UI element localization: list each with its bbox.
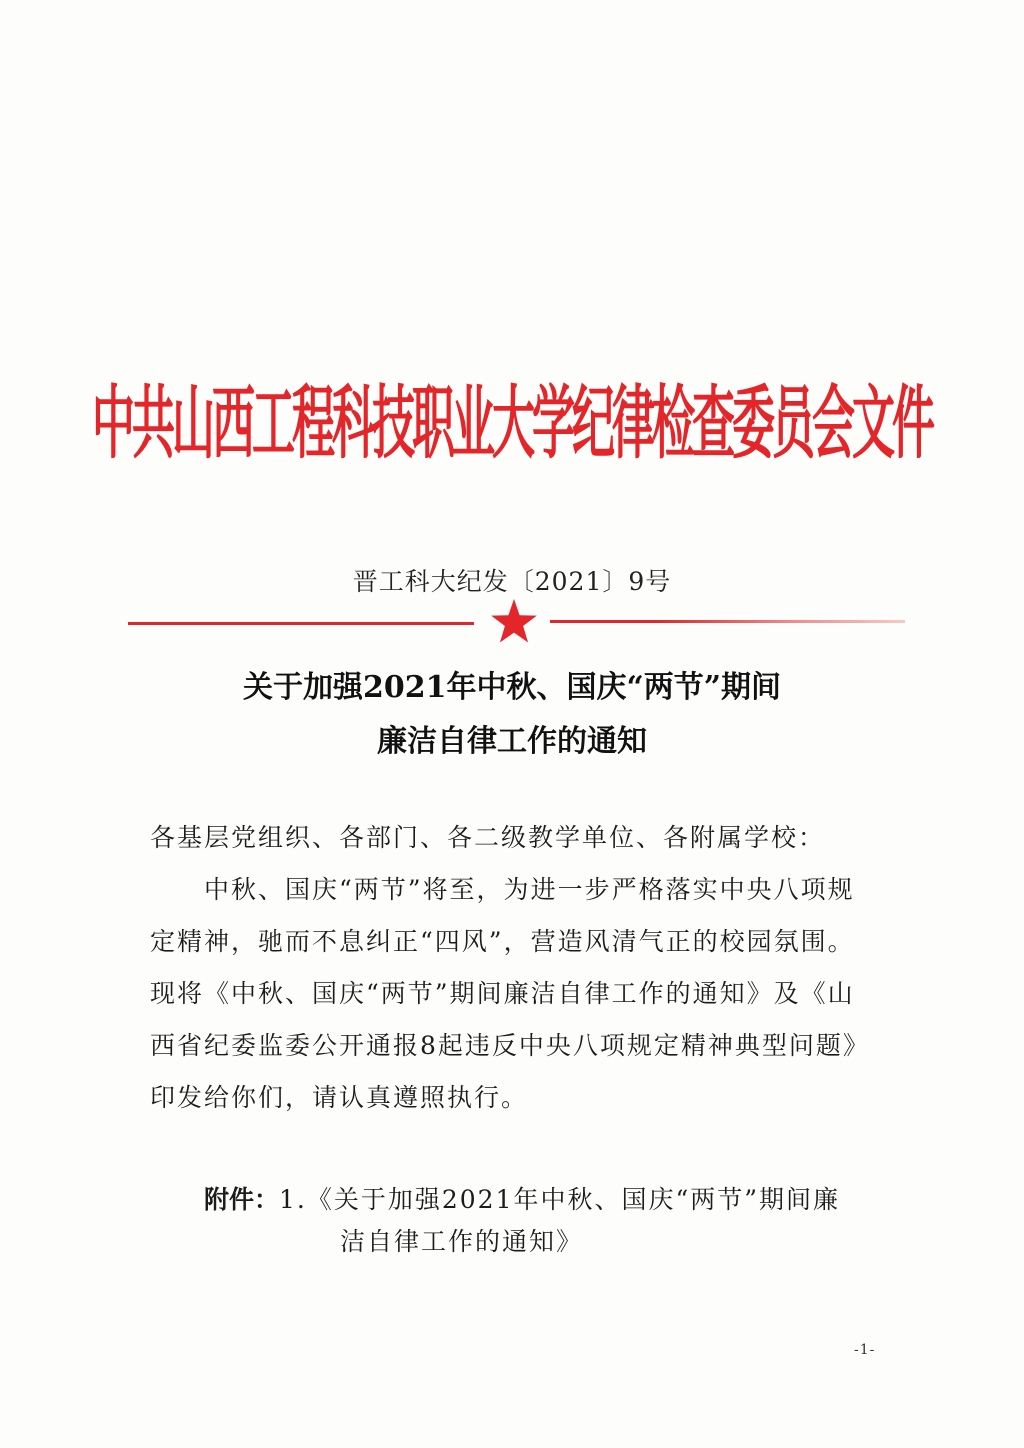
paragraph-line: 西省纪委监委公开通报8起违反中央八项规定精神典型问题》 [150, 1031, 870, 1060]
attachment-line-1 [204, 1180, 840, 1216]
salutation: 各基层党组织、各部门、各二级教学单位、各附属学校： [150, 823, 826, 852]
attachment-line-2: 洁自律工作的通知》 [340, 1227, 584, 1256]
document-number: 晋工科大纪发〔2021〕9号 [352, 567, 672, 596]
paragraph-line: 中秋、国庆“两节”将至，为进一步严格落实中央八项规 [204, 875, 855, 904]
paragraph-line: 现将《中秋、国庆“两节”期间廉洁自律工作的通知》及《山 [150, 979, 855, 1008]
notice-title-line-1: 关于加强2021年中秋、国庆“两节”期间 [242, 670, 781, 705]
paragraph-line: 印发给你们，请认真遵照执行。 [150, 1083, 529, 1112]
attachment-item: 1.《关于加强2021年中秋、国庆“两节”期间廉 [279, 1185, 841, 1214]
red-rule-left [128, 622, 474, 625]
paragraph-line: 定精神，驰而不息纠正“四风”，营造风清气正的校园氛围。 [150, 927, 855, 956]
red-rule-right [550, 620, 905, 623]
notice-title-line-2: 廉洁自律工作的通知 [377, 724, 647, 759]
issuing-org-header: 中共山西工程科技职业大学纪律检查委员会文件 [92, 377, 932, 470]
attachment-label: 附件： [204, 1185, 280, 1214]
page-number: -1- [854, 1342, 876, 1358]
red-star-icon [490, 598, 538, 644]
